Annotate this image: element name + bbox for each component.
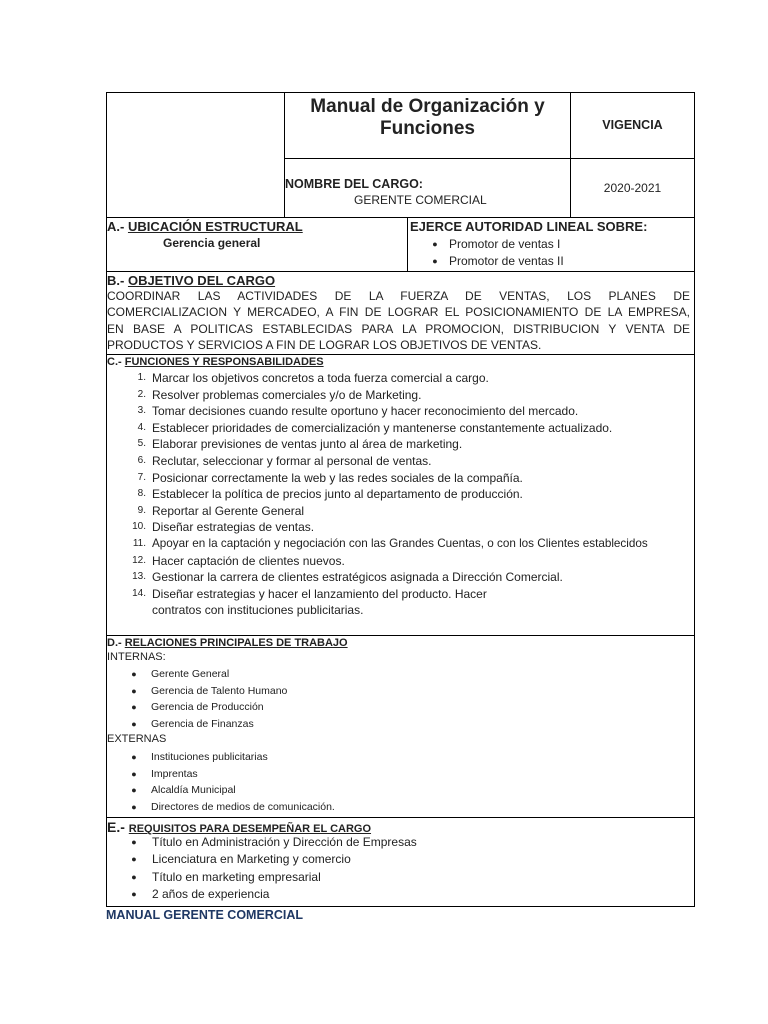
bullet-icon: ● (432, 256, 438, 267)
divider-title-cargo (284, 158, 695, 159)
border-top (106, 92, 695, 93)
functions-list (106, 370, 694, 619)
list-item: 1. Marcar los objetivos concretos a toda fuerza comercial a cargo. (137, 371, 489, 385)
list-item: ● Licenciatura en Marketing y comercio (124, 851, 417, 868)
section-b-title: OBJETIVO DEL CARGO (127, 273, 276, 288)
objective-text (107, 288, 690, 354)
authority-item: Promotor de ventas I (449, 237, 561, 251)
divider-a-split (407, 217, 408, 271)
section-b-heading (107, 273, 275, 288)
bullet-icon: ● (131, 719, 137, 730)
authority-title: EJERCE AUTORIDAD LINEAL SOBRE: (410, 219, 648, 234)
list-item: 5. Elaborar previsiones de ventas junto al área de marketing. (137, 437, 463, 452)
divider-a-b (106, 271, 695, 272)
section-c-prefix: C.- (107, 356, 125, 368)
requisitos-list (124, 834, 417, 903)
divider-vigencia (570, 92, 571, 217)
list-item: 13. Gestionar la carrera de clientes estratégicos asignada a Dirección Comercial. (132, 570, 563, 585)
bullet-icon: ● (131, 854, 137, 865)
section-c-heading (107, 356, 324, 368)
section-a-title: UBICACIÓN ESTRUCTURAL (127, 219, 303, 234)
list-item: ● Gerencia de Talento Humano (124, 683, 287, 700)
externas-label: EXTERNAS (107, 733, 167, 745)
externas-list (124, 749, 335, 816)
list-item: 4. Establecer prioridades de comercialización y mantenerse constantemente actualizado. (137, 420, 613, 435)
list-item (106, 602, 694, 619)
objective-line-2: COMERCIALIZACION Y MERCADEO, A FIN DE LOGRAR EL POSICIONAMIENTO DE LA EMPRESA, (107, 305, 690, 320)
section-e-prefix: E.- (107, 819, 129, 835)
section-a-heading (107, 219, 303, 234)
authority-item: Promotor de ventas II (449, 254, 564, 269)
section-e-heading (107, 819, 371, 835)
list-item: ● Imprentas (124, 766, 335, 783)
divider-b-c (106, 354, 695, 355)
list-item: 8. Establecer la política de precios junto al departamento de producción. (137, 487, 523, 502)
list-item: 7. Posicionar correctamente la web y las redes sociales de la compañía. (137, 470, 523, 485)
vigencia-value: 2020-2021 (603, 181, 662, 195)
list-item: 11. Apoyar en la captación y negociación con las Grandes Cuentas, o con los Clientes establecidos (132, 536, 648, 550)
list-item: ● Gerencia de Finanzas (124, 716, 287, 733)
border-right (694, 92, 695, 907)
list-item: 10. Diseñar estrategias de ventas. (132, 520, 315, 535)
internas-list (124, 666, 287, 733)
bullet-icon: ● (131, 685, 137, 696)
list-item: ● Título en Administración y Dirección de Empresas (124, 834, 417, 851)
list-item: 14. Diseñar estrategias y hacer el lanzamiento del producto. Hacer (132, 586, 487, 601)
objective-line-3: EN BASE A POLITICAS ESTABLECIDAS PARA LA PROMOCION, DISTRIBUCION Y VENTA DE (107, 321, 690, 336)
bullet-icon: ● (131, 752, 137, 762)
list-item: 2. Resolver problemas comerciales y/o de Marketing. (137, 387, 422, 402)
section-d-heading (107, 637, 348, 649)
bullet-icon: ● (131, 669, 137, 679)
title-line-1: Manual de Organización y (310, 96, 545, 117)
bullet-icon: ● (432, 239, 438, 249)
bullet-icon: ● (131, 702, 137, 713)
list-item: ● Alcaldía Municipal (124, 782, 335, 799)
list-item: ● Gerencia de Producción (124, 699, 287, 716)
document-title (285, 96, 570, 140)
section-a-prefix: A.- (107, 219, 128, 234)
cargo-value: GERENTE COMERCIAL (354, 193, 487, 207)
section-d-prefix: D.- (107, 637, 125, 649)
list-item: ● Directores de medios de comunicación. (124, 799, 335, 816)
divider-header-a (106, 217, 695, 218)
list-item: ● 2 años de experiencia (124, 886, 417, 903)
section-e-title: REQUISITOS PARA DESEMPEÑAR EL CARGO (128, 823, 372, 835)
objective-line-4: PRODUCTOS Y SERVICIOS A FIN DE LOGRAR LOS OBJETIVOS DE VENTAS. (107, 338, 542, 353)
section-d-title: RELACIONES PRINCIPALES DE TRABAJO (124, 637, 348, 649)
border-bottom (106, 906, 695, 907)
bullet-icon: ● (131, 871, 137, 882)
title-line-2: Funciones (379, 118, 475, 139)
list-item (425, 236, 564, 253)
divider-d-e (106, 817, 695, 818)
bullet-icon: ● (131, 785, 137, 796)
vigencia-label: VIGENCIA (602, 118, 663, 132)
list-item: 3. Tomar decisiones cuando resulte oportuno y hacer reconocimiento del mercado. (137, 404, 579, 419)
objective-line-1: COORDINAR LAS ACTIVIDADES DE LA FUERZA DE VENTAS, LOS PLANES DE (107, 289, 690, 303)
list-item: 9. Reportar al Gerente General (137, 503, 305, 518)
list-item: 6. Reclutar, seleccionar y formar al personal de ventas. (137, 453, 432, 468)
list-item: ● Gerente General (124, 666, 287, 683)
authority-list (425, 236, 564, 271)
list-item: ● Instituciones publicitarias (124, 749, 335, 766)
cargo-label: NOMBRE DEL CARGO: (285, 177, 423, 191)
section-a-value: Gerencia general (163, 236, 261, 250)
bullet-icon: ● (131, 837, 137, 847)
divider-c-d (106, 635, 695, 636)
section-c-title: FUNCIONES Y RESPONSABILIDADES (124, 356, 324, 368)
bullet-icon: ● (131, 802, 137, 813)
list-item: ● Título en marketing empresarial (124, 869, 417, 886)
footer-title: MANUAL GERENTE COMERCIAL (106, 908, 303, 922)
functions-continuation: contratos con instituciones publicitarias. (152, 603, 364, 618)
list-item (425, 253, 564, 270)
section-b-prefix: B.- (107, 273, 128, 288)
bullet-icon: ● (131, 888, 137, 899)
list-item: 12. Hacer captación de clientes nuevos. (132, 553, 345, 568)
internas-label: INTERNAS: (107, 651, 166, 663)
bullet-icon: ● (131, 768, 137, 779)
